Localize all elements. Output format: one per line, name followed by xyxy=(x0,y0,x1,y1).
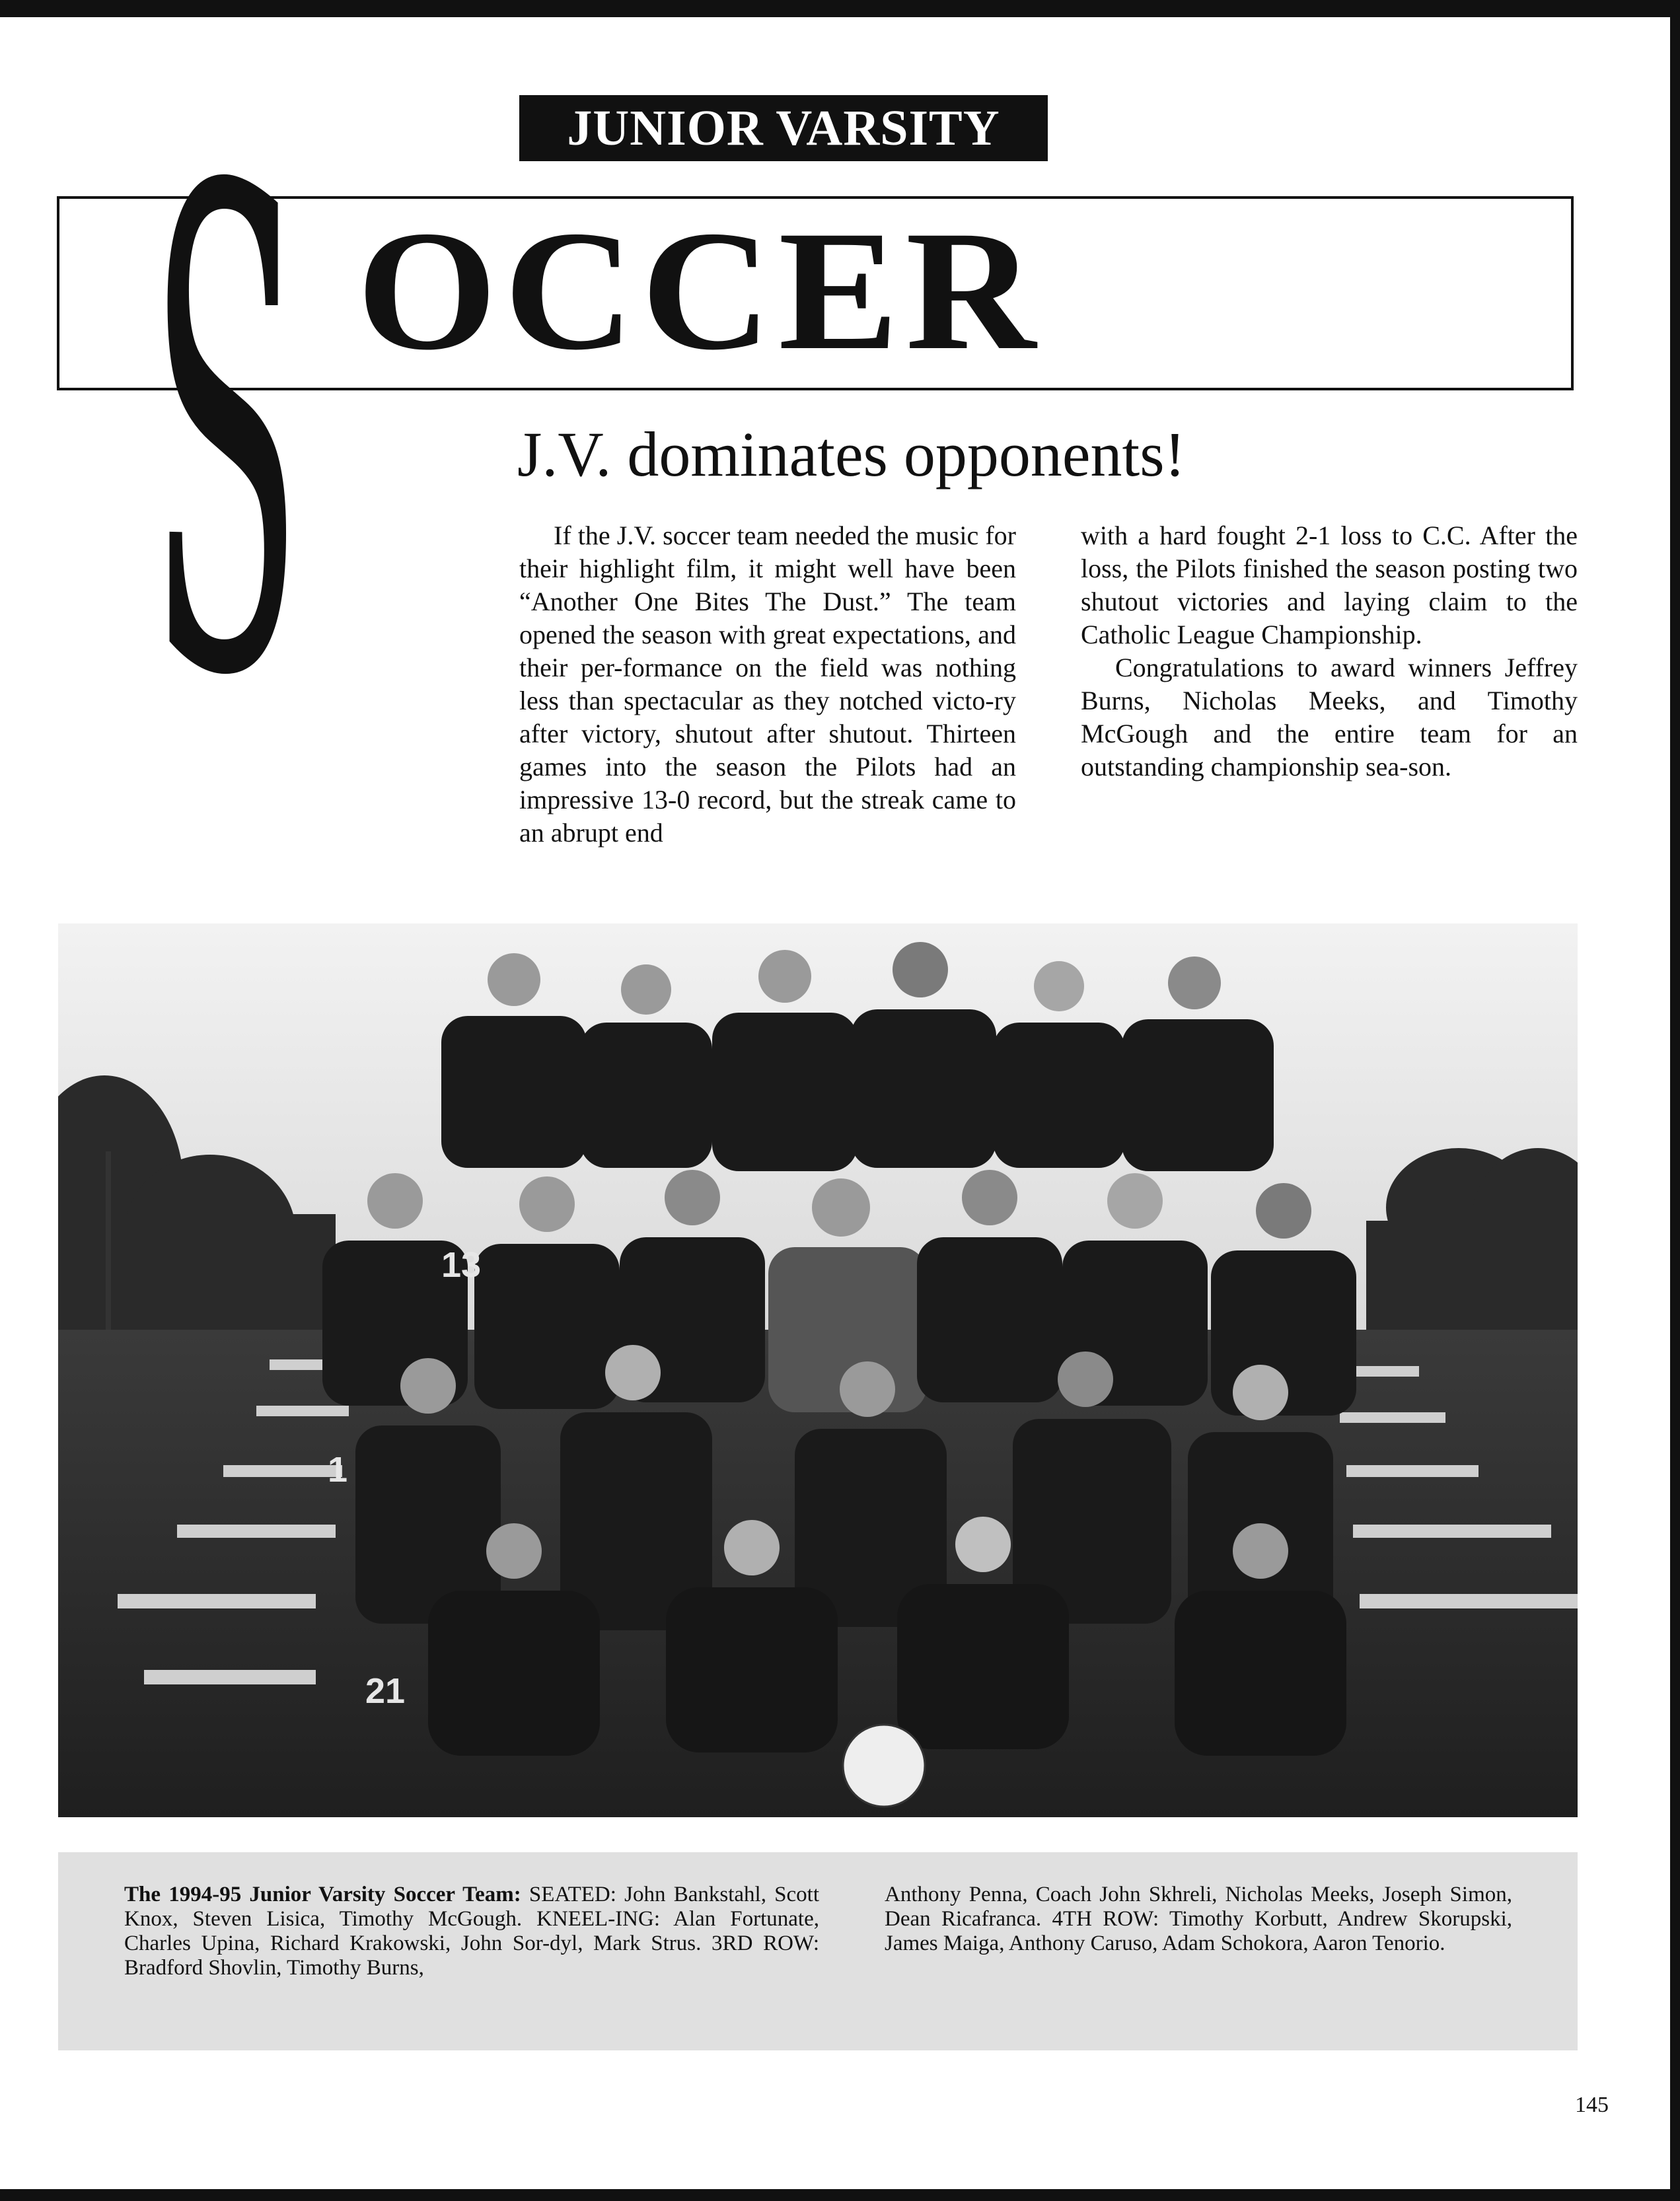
article-column-1 xyxy=(519,519,1016,849)
title-initial-letter: S xyxy=(149,52,303,820)
article-headline: J.V. dominates opponents! xyxy=(517,419,1186,489)
soccer-ball xyxy=(843,1725,925,1807)
photo-caption-column-2: Anthony Penna, Coach John Skhreli, Nicholas Meeks, Joseph Simon, Dean Ricafranca. 4TH ROW: Timothy Korbutt, Andrew Skorupski, James Maiga, Anthony Caruso, Adam Schokora, Aaron Tenorio. xyxy=(885,1883,1512,1955)
jersey-number: 21 xyxy=(365,1671,406,1711)
team-photo xyxy=(58,923,1578,1817)
article-paragraph: Congratulations to award winners Jeffrey Burns, Nicholas Meeks, and Timothy McGough and the entire team for an outstanding championship sea-son. xyxy=(1081,653,1578,781)
article-column-2 xyxy=(1081,519,1578,783)
article-paragraph: If the J.V. soccer team needed the music for their highlight film, it might well have been “Another One Bites The Dust.” The team opened the season with great expectations, and their per-formance on the field was nothing less than spectacular as they notched victo-ry after victory, shutout after shutout. Thirteen games into the season the Pilots had an impressive 13-0 record, but the streak came to an abrupt end xyxy=(519,521,1016,848)
caption-text: SEATED: John Bankstahl, Scott Knox, Steven Lisica, Timothy McGough. KNEEL-ING: Alan Fortunate, Charles Upina, Richard Krakowski, John Sor-dyl, Mark Strus. 3RD ROW: Bradford Shovlin, Timothy Burns, xyxy=(124,1883,819,1980)
jersey-number: 13 xyxy=(441,1245,482,1285)
page-title: OCCER xyxy=(357,196,1043,386)
page-number: 145 xyxy=(1575,2093,1609,2117)
section-kicker: JUNIOR VARSITY xyxy=(519,95,1048,161)
utility-pole xyxy=(106,1151,111,1330)
article-paragraph: with a hard fought 2-1 loss to C.C. After the loss, the Pilots finished the season posting two shutout victories and laying claim to the Catholic League Championship. xyxy=(1081,521,1578,649)
page-border-top xyxy=(0,0,1680,17)
page-border-bottom xyxy=(0,2189,1680,2201)
caption-lead: The 1994-95 Junior Varsity Soccer Team: xyxy=(124,1883,521,1906)
page-border-right xyxy=(1670,0,1680,2201)
jersey-number: 1 xyxy=(328,1450,348,1490)
photo-caption-column-1 xyxy=(124,1883,819,1980)
